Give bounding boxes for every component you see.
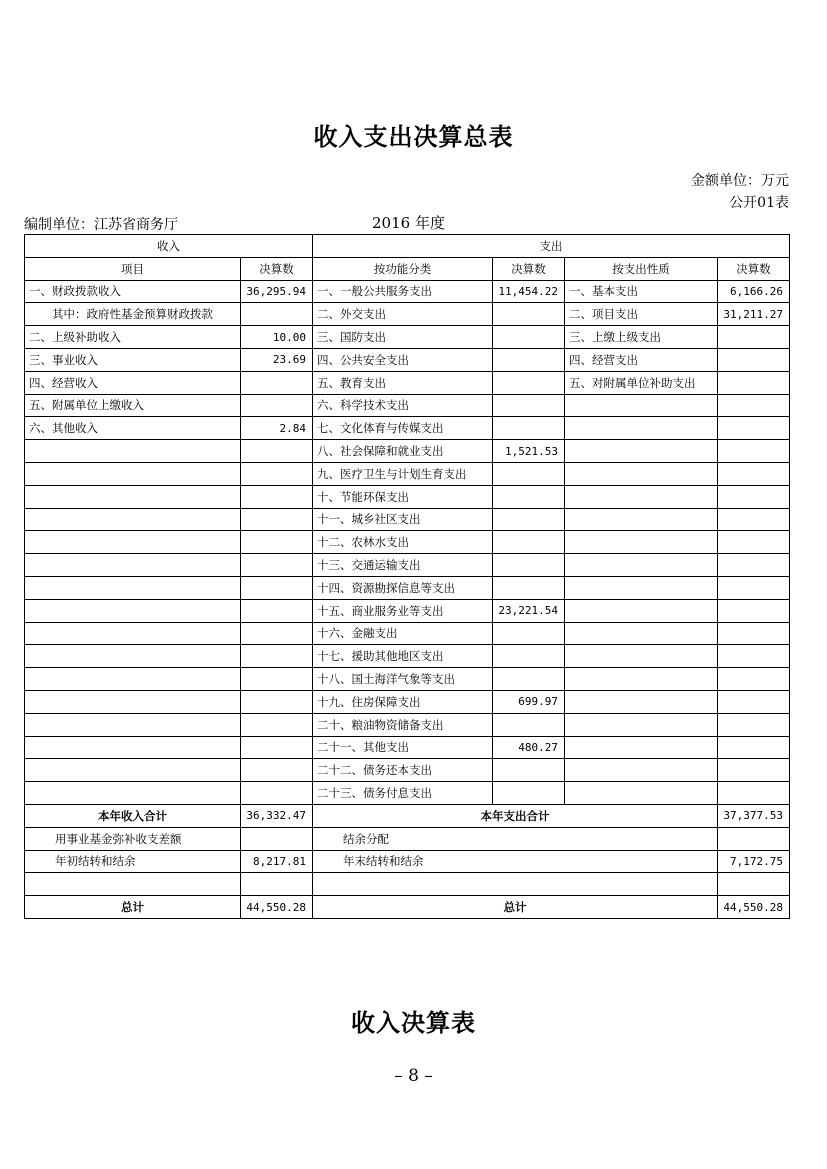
function-amount [493, 782, 565, 805]
nature-amount [718, 417, 790, 440]
table-row [25, 645, 790, 668]
function-amount [493, 759, 565, 782]
nature-amount [718, 554, 790, 577]
function-item: 十五、商业服务业等支出 [313, 599, 493, 622]
summary-expense-amount: 37,377.53 [718, 804, 790, 827]
summary-row [25, 827, 790, 850]
income-amount: 10.00 [241, 326, 313, 349]
table-row [25, 485, 790, 508]
function-item: 十八、国土海洋气象等支出 [313, 668, 493, 691]
summary-expense-label: 本年支出合计 [313, 804, 718, 827]
function-amount: 11,454.22 [493, 280, 565, 303]
function-amount [493, 394, 565, 417]
table-row [25, 690, 790, 713]
function-amount [493, 485, 565, 508]
income-amount [241, 485, 313, 508]
function-amount: 480.27 [493, 736, 565, 759]
nature-item: 二、项目支出 [565, 303, 718, 326]
nature-amount [718, 394, 790, 417]
nature-amount [718, 326, 790, 349]
function-amount [493, 303, 565, 326]
summary-income-label: 年初结转和结余 [25, 850, 241, 873]
nature-amount [718, 576, 790, 599]
function-amount: 699.97 [493, 690, 565, 713]
income-amount [241, 371, 313, 394]
income-item [25, 736, 241, 759]
function-item: 二十一、其他支出 [313, 736, 493, 759]
nature-item [565, 645, 718, 668]
next-section-title: 收入决算表 [351, 1008, 476, 1037]
table-row [25, 782, 790, 805]
nature-amount [718, 645, 790, 668]
nature-item [565, 440, 718, 463]
income-amount [241, 462, 313, 485]
income-item [25, 554, 241, 577]
table-row [25, 303, 790, 326]
function-item: 十三、交通运输支出 [313, 554, 493, 577]
income-amount [241, 394, 313, 417]
income-item: 其中：政府性基金预算财政拨款 [25, 303, 241, 326]
nature-item: 五、对附属单位补助支出 [565, 371, 718, 394]
summary-expense-label: 年末结转和结余 [313, 850, 718, 873]
function-item: 十、节能环保支出 [313, 485, 493, 508]
income-item: 三、事业收入 [25, 348, 241, 371]
income-item [25, 576, 241, 599]
amount-unit: 金额单位：万元 [691, 173, 789, 189]
income-item [25, 690, 241, 713]
table-row [25, 622, 790, 645]
function-amount [493, 348, 565, 371]
function-amount [493, 576, 565, 599]
table-row [25, 554, 790, 577]
function-amount: 23,221.54 [493, 599, 565, 622]
function-amount [493, 554, 565, 577]
table-row [25, 440, 790, 463]
summary-income-amount [241, 873, 313, 896]
function-amount [493, 326, 565, 349]
income-amount [241, 690, 313, 713]
nature-amount: 31,211.27 [718, 303, 790, 326]
summary-income-label [25, 873, 241, 896]
income-amount: 2.84 [241, 417, 313, 440]
table-row [25, 417, 790, 440]
summary-row [25, 850, 790, 873]
nature-item [565, 713, 718, 736]
function-amount [493, 713, 565, 736]
nature-amount [718, 736, 790, 759]
nature-item [565, 576, 718, 599]
nature-item [565, 690, 718, 713]
nature-item [565, 759, 718, 782]
function-item: 十六、金融支出 [313, 622, 493, 645]
income-item [25, 531, 241, 554]
nature-amount [718, 782, 790, 805]
nature-item [565, 736, 718, 759]
nature-item [565, 668, 718, 691]
income-amount [241, 736, 313, 759]
income-item: 五、附属单位上缴收入 [25, 394, 241, 417]
summary-expense-amount: 7,172.75 [718, 850, 790, 873]
income-amount [241, 599, 313, 622]
income-item [25, 599, 241, 622]
function-item: 十七、援助其他地区支出 [313, 645, 493, 668]
function-item: 十一、城乡社区支出 [313, 508, 493, 531]
nature-amount [718, 485, 790, 508]
nature-amount [718, 508, 790, 531]
nature-amount [718, 759, 790, 782]
function-item: 三、国防支出 [313, 326, 493, 349]
income-amount [241, 531, 313, 554]
item-header: 项目 [25, 257, 241, 280]
expense-header: 支出 [313, 235, 790, 258]
income-amount: 36,295.94 [241, 280, 313, 303]
summary-expense-label: 结余分配 [313, 827, 718, 850]
function-item: 一、一般公共服务支出 [313, 280, 493, 303]
function-amount [493, 508, 565, 531]
income-amount [241, 440, 313, 463]
table-row [25, 394, 790, 417]
income-item [25, 622, 241, 645]
income-item [25, 645, 241, 668]
fiscal-year: 2016 年度 [372, 214, 445, 232]
nature-amount [718, 668, 790, 691]
function-item: 九、医疗卫生与计划生育支出 [313, 462, 493, 485]
function-item: 二十、粮油物资储备支出 [313, 713, 493, 736]
table-row [25, 736, 790, 759]
summary-income-amount [241, 827, 313, 850]
summary-expense-amount: 44,550.28 [718, 896, 790, 919]
summary-expense-label: 总计 [313, 896, 718, 919]
income-item: 六、其他收入 [25, 417, 241, 440]
function-amount [493, 645, 565, 668]
nature-item [565, 417, 718, 440]
table-row [25, 599, 790, 622]
nature-item [565, 394, 718, 417]
income-amount [241, 759, 313, 782]
table-row [25, 531, 790, 554]
summary-row [25, 873, 790, 896]
function-item: 二、外交支出 [313, 303, 493, 326]
nature-amount [718, 599, 790, 622]
nature-item [565, 531, 718, 554]
nature-item [565, 622, 718, 645]
nature-item: 四、经营支出 [565, 348, 718, 371]
nature-amount [718, 348, 790, 371]
income-amount [241, 782, 313, 805]
table-row [25, 508, 790, 531]
income-amount [241, 713, 313, 736]
nature-item: 一、基本支出 [565, 280, 718, 303]
income-item [25, 782, 241, 805]
income-item: 二、上级补助收入 [25, 326, 241, 349]
function-amount: 1,521.53 [493, 440, 565, 463]
compiling-unit: 编制单位：江苏省商务厅 [24, 217, 178, 233]
nature-amount: 6,166.26 [718, 280, 790, 303]
function-header: 按功能分类 [313, 257, 493, 280]
function-amount [493, 531, 565, 554]
subheader-row [25, 257, 790, 280]
amount-header: 决算数 [241, 257, 313, 280]
income-item [25, 462, 241, 485]
function-item: 七、文化体育与传媒支出 [313, 417, 493, 440]
income-item: 一、财政拨款收入 [25, 280, 241, 303]
summary-income-label: 总计 [25, 896, 241, 919]
table-row [25, 462, 790, 485]
summary-income-label: 用事业基金弥补收支差额 [25, 827, 241, 850]
income-amount [241, 508, 313, 531]
nature-amount [718, 622, 790, 645]
page-title: 收入支出决算总表 [313, 122, 514, 151]
income-amount: 23.69 [241, 348, 313, 371]
function-amount [493, 371, 565, 394]
nature-item [565, 782, 718, 805]
income-item [25, 759, 241, 782]
income-amount [241, 303, 313, 326]
table-row [25, 713, 790, 736]
function-item: 十九、住房保障支出 [313, 690, 493, 713]
table-row [25, 348, 790, 371]
summary-expense-amount [718, 873, 790, 896]
nature-amount [718, 371, 790, 394]
function-item: 六、科学技术支出 [313, 394, 493, 417]
summary-income-amount: 44,550.28 [241, 896, 313, 919]
summary-expense-label [313, 873, 718, 896]
nature-item [565, 485, 718, 508]
nature-amount [718, 531, 790, 554]
budget-summary-table [24, 234, 790, 919]
function-amount [493, 417, 565, 440]
income-amount [241, 554, 313, 577]
amount-header: 决算数 [718, 257, 790, 280]
function-item: 二十三、债务付息支出 [313, 782, 493, 805]
income-amount [241, 622, 313, 645]
nature-header: 按支出性质 [565, 257, 718, 280]
summary-income-label: 本年收入合计 [25, 804, 241, 827]
function-amount [493, 462, 565, 485]
income-item: 四、经营收入 [25, 371, 241, 394]
header-row [25, 235, 790, 258]
income-amount [241, 576, 313, 599]
income-amount [241, 645, 313, 668]
table-code: 公开01表 [729, 195, 789, 211]
table-row [25, 326, 790, 349]
income-amount [241, 668, 313, 691]
income-header: 收入 [25, 235, 313, 258]
summary-row [25, 896, 790, 919]
function-item: 十二、农林水支出 [313, 531, 493, 554]
table-row [25, 371, 790, 394]
summary-expense-amount [718, 827, 790, 850]
table-row [25, 759, 790, 782]
nature-item [565, 508, 718, 531]
function-item: 十四、资源勘探信息等支出 [313, 576, 493, 599]
summary-income-amount: 36,332.47 [241, 804, 313, 827]
function-amount [493, 668, 565, 691]
summary-income-amount: 8,217.81 [241, 850, 313, 873]
income-item [25, 485, 241, 508]
nature-item [565, 599, 718, 622]
nature-amount [718, 713, 790, 736]
function-item: 四、公共安全支出 [313, 348, 493, 371]
page-number: – 8 – [394, 1066, 433, 1086]
function-item: 八、社会保障和就业支出 [313, 440, 493, 463]
nature-item [565, 554, 718, 577]
nature-amount [718, 440, 790, 463]
nature-amount [718, 690, 790, 713]
table-row [25, 668, 790, 691]
nature-item [565, 462, 718, 485]
function-item: 二十二、债务还本支出 [313, 759, 493, 782]
income-item [25, 508, 241, 531]
nature-item: 三、上缴上级支出 [565, 326, 718, 349]
income-item [25, 668, 241, 691]
table-row [25, 576, 790, 599]
nature-amount [718, 462, 790, 485]
function-amount [493, 622, 565, 645]
summary-row [25, 804, 790, 827]
amount-header: 决算数 [493, 257, 565, 280]
function-item: 五、教育支出 [313, 371, 493, 394]
income-item [25, 713, 241, 736]
income-item [25, 440, 241, 463]
table-row [25, 280, 790, 303]
